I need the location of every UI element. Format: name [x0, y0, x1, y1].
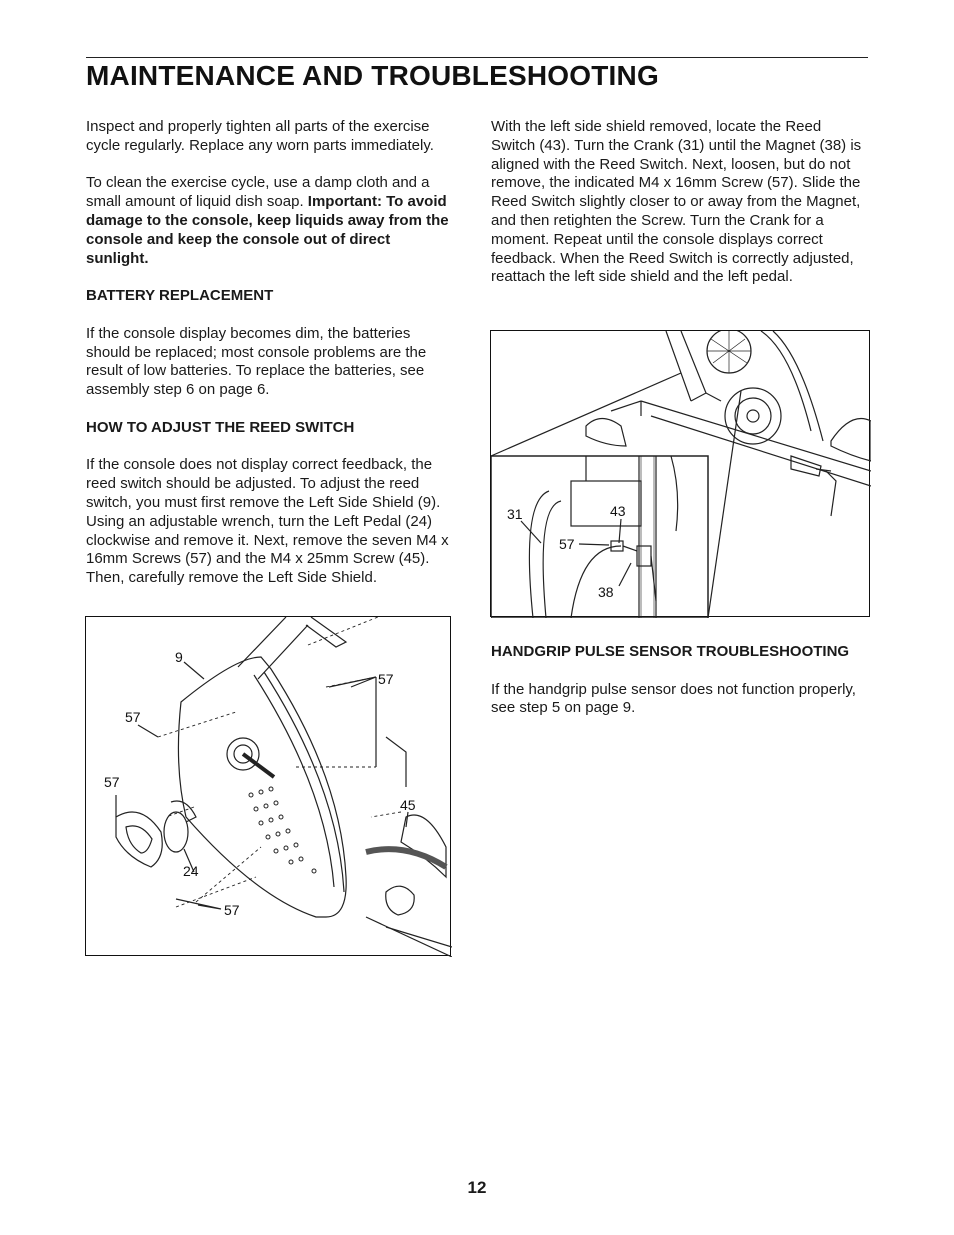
side-shield-drawing — [86, 617, 452, 957]
callout-shield-9: 9 — [175, 649, 183, 665]
cleaning-warning: Important: To avoid damage to the console, keep liquids away from the console and keep the console out of direct sunlight. — [86, 193, 449, 267]
cleaning-paragraph — [86, 174, 456, 268]
reed-switch-drawing — [491, 331, 871, 618]
pulse-sensor-section — [491, 643, 869, 718]
cleaning-intro: To clean the exercise cycle, use a damp cloth and a small amount of liquid dish soap. — [86, 174, 430, 211]
pulse-sensor-heading: HANDGRIP PULSE SENSOR TROUBLESHOOTING — [491, 643, 850, 660]
reed-switch-continued-paragraph: With the left side shield removed, locate the Reed Switch (43). Turn the Crank (31) until the Magnet (38) is aligned with the Reed Switch. Next, loosen, but do not remove, the indicated M4 x 16mm Screw (57). Slide the Reed Switch slightly closer to or away from the Magnet, and then retighten the Screw. Turn the Crank for a moment. Repeat until the console displays correct feedback. When the Reed Switch is correctly adjusted, reattach the left side shield and the left pedal. — [491, 118, 862, 286]
callout-screw-57-left: 57 — [125, 709, 141, 725]
callout-screw-57-lower: 57 — [224, 902, 240, 918]
battery-heading: BATTERY REPLACEMENT — [86, 287, 274, 305]
page-number: 12 — [467, 1178, 487, 1197]
pulse-sensor-paragraph: If the handgrip pulse sensor does not function properly, see step 5 on page 9. — [491, 680, 856, 717]
callout-screw-57-pedal: 57 — [104, 774, 120, 790]
page-title: MAINTENANCE AND TROUBLESHOOTING — [86, 60, 659, 91]
callout-magnet-38: 38 — [598, 584, 614, 600]
callout-screw-45: 45 — [400, 797, 416, 813]
reed-switch-heading: HOW TO ADJUST THE REED SWITCH — [86, 418, 355, 436]
side-shield-figure — [85, 616, 451, 956]
reed-switch-figure — [490, 330, 870, 617]
callout-screw-57: 57 — [559, 536, 575, 552]
battery-paragraph: If the console display becomes dim, the batteries should be replaced; most console problems are the result of low batteries. To replace the batteries, see assembly step 6 on page 6. — [86, 324, 427, 399]
inspection-paragraph: Inspect and properly tighten all parts of the exercise cycle regularly. Replace any worn parts immediately. — [86, 118, 434, 154]
reed-switch-paragraph: If the console does not display correct feedback, the reed switch should be adjusted. To adjust the reed switch, you must first remove the Left Side Shield (9). Using an adjustable wrench, turn the Left Pedal (24) clockwise and remove it. Next, remove the seven M4 x 16mm Screws (57) and the M4 x 25mm Screw (45). Then, carefully remove the Left Side Shield. — [86, 456, 449, 587]
callout-crank-31: 31 — [507, 506, 523, 522]
callout-reed-switch-43: 43 — [610, 503, 626, 519]
header-rule — [86, 57, 868, 58]
callout-screw-57-upper: 57 — [378, 671, 394, 687]
callout-pedal-24: 24 — [183, 863, 199, 879]
right-column — [491, 118, 869, 306]
left-column — [86, 118, 456, 607]
